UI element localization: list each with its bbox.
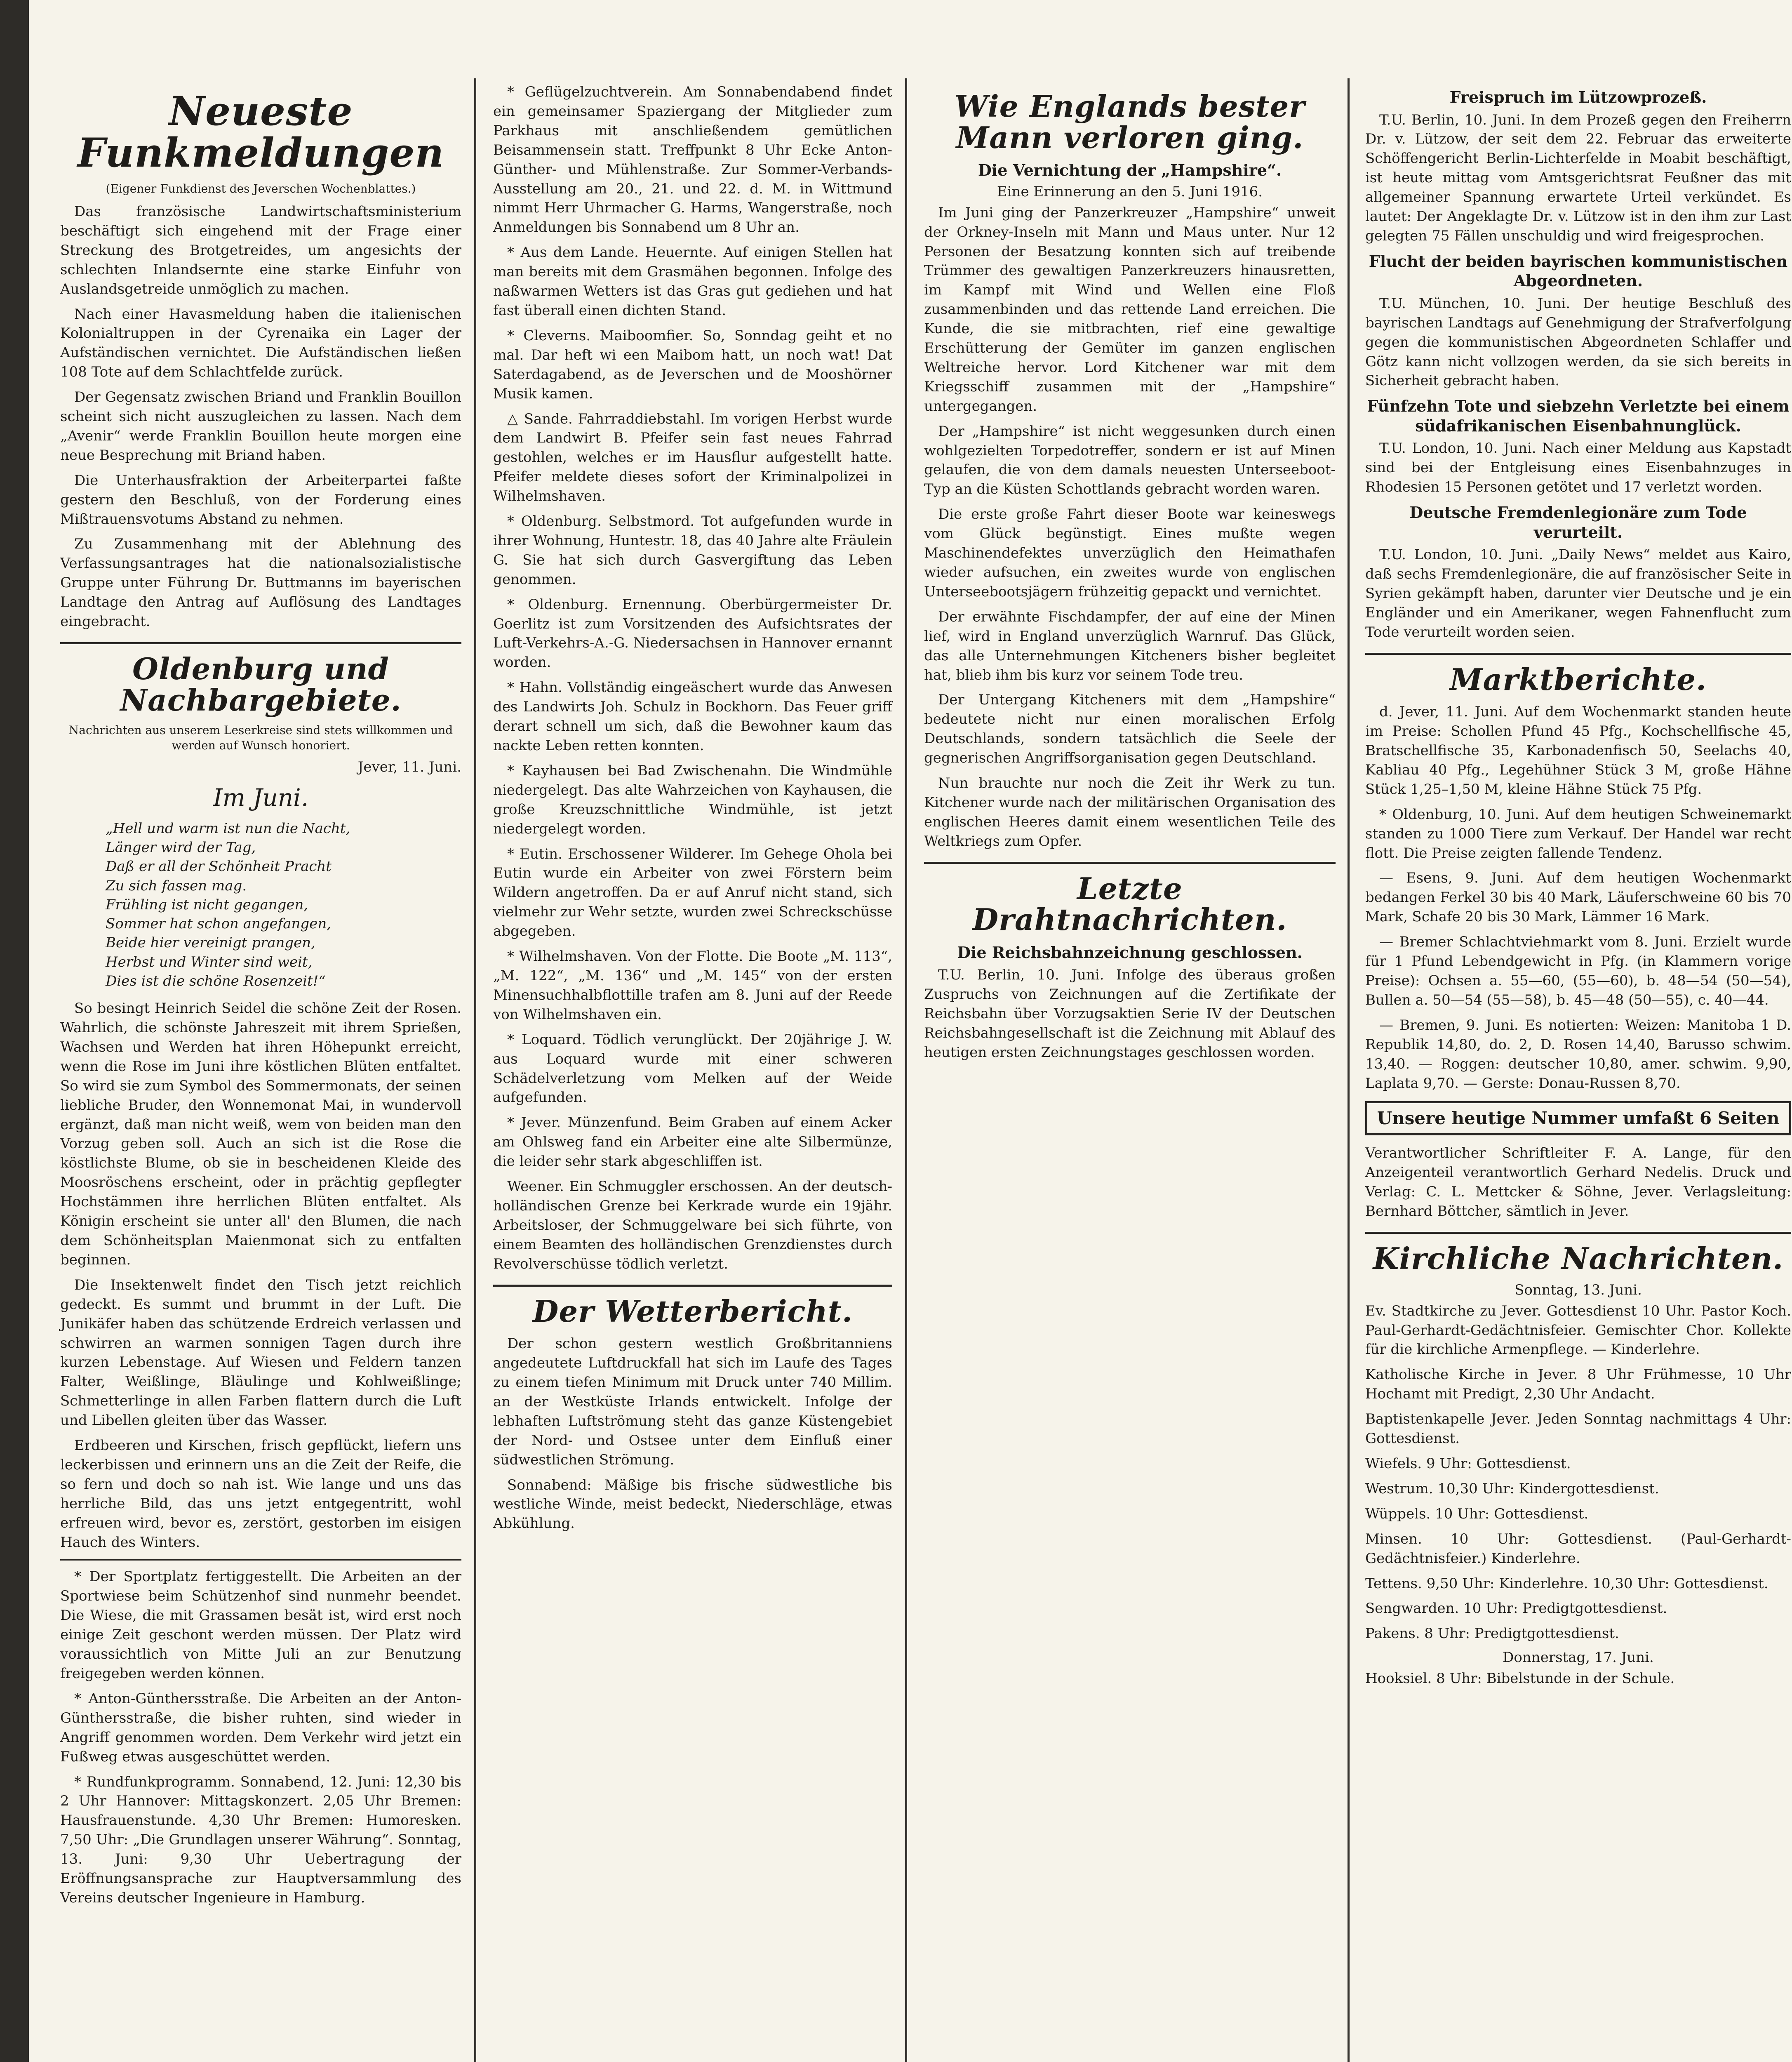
headline-subtitle: (Eigener Funkdienst des Jeverschen Wochenblattes.) bbox=[106, 181, 416, 195]
divider bbox=[60, 642, 461, 644]
divider bbox=[60, 1559, 461, 1561]
local-item: * Anton-Günthersstraße. Die Arbeiten an der Anton-Günthersstraße, die bisher ruhten, sind wieder in Angriff genommen worden. Dem Verkehr wird jetzt ein Fußweg etwas ausgeschüttet werden. bbox=[60, 1690, 461, 1765]
column-4 bbox=[1355, 82, 1792, 2062]
headline-weather: Der Wetterbericht. bbox=[532, 1293, 853, 1329]
market-item: d. Jever, 11. Juni. Auf dem Wochenmarkt standen heute im Preise: Schollen Pfund 45 Pfg., Kochschellfische 45, Bratschellfische 35, Karbonadenfisch 50, Seelachs 40, Kabliau 40 Pfg., Legehühner Stück 3 M, große Hähne Stück 1,25–1,50 M, kleine Hähne Stück 75 Pfg. bbox=[1365, 704, 1791, 798]
news-item: Der Gegensatz zwischen Briand und Franklin Bouillon scheint sich nicht auszugleichen zu lassen. Nach dem „Avenir“ werde Franklin Bouillon heute morgen eine neue Besprechung mit Briand haben. bbox=[60, 389, 461, 464]
news-item: T.U. Berlin, 10. Juni. In dem Prozeß gegen den Freiherrn Dr. v. Lützow, der seit dem 22. Februar das erweiterte Schöffengericht Berlin-Lichterfelde in Moabit beschäftigt, ist heute mittag vom Amtsgerichtsrat Feußner das mit allgemeiner Spannung erwartete Urteil verkündet. Es lautet: Der Angeklagte Dr. v. Lützow ist in den ihm zur Last gelegten 75 Fällen unschuldig und wird freigesprochen. bbox=[1365, 111, 1791, 244]
local-item: * Jever. Münzenfund. Beim Graben auf einem Acker am Ohlsweg fand ein Arbeiter eine alte Silbermünze, die leider sehr stark abgeschliffen ist. bbox=[493, 1114, 892, 1170]
headline-last-news: Letzte Drahtnachrichten. bbox=[972, 871, 1287, 937]
news-item: Das französische Landwirtschaftsministerium beschäftigt sich eingehend mit der Frage einer Streckung des Brotgetreides, um angesichts der schlechten Inlandsernte eine starke Einfuhr von Auslandsgetreide unmöglich zu machen. bbox=[60, 203, 461, 297]
article-paragraph: Der erwähnte Fischdampfer, der auf eine der Minen lief, wird in England unverzüglich Warnruf. Das Glück, das alle Unternehmungen Kitcheners bisher begleitet hat, blieb ihm bis kurz vor seinem Tode treu. bbox=[924, 608, 1336, 683]
news-item: Die Unterhausfraktion der Arbeiterpartei faßte gestern den Beschluß, von der Forderung eines Mißtrauensvotums Abstand zu nehmen. bbox=[60, 472, 461, 527]
news-item: T.U. London, 10. Juni. Nach einer Meldung aus Kapstadt sind bei der Entgleisung eines Eisenbahnzuges in Rhodesien 15 Personen getötet und 17 verletzt worden. bbox=[1365, 440, 1791, 496]
poem: „Hell und warm ist nun die Nacht, Länger wird der Tag, Daß er all der Schönheit Pracht Zu sich fassen mag. Frühling ist nicht gegangen, Sommer hat schon angefangen, Beide hier vereinigt prangen, Herbst und Winter sind weit, Dies ist die schöne Rosenzeit!“ bbox=[106, 820, 350, 989]
headline-church: Kirchliche Nachrichten. bbox=[1373, 1241, 1784, 1276]
poem-title: Im Juni. bbox=[213, 783, 309, 812]
imprint: Verantwortlicher Schriftleiter F. A. Lange, für den Anzeigenteil verantwortlich Gerhard Nedelis. Druck und Verlag: C. L. Mettcker & Söhne, Jever. Verlagsleitung: Bernhard Böttcher, sämtlich in Jever. bbox=[1365, 1145, 1791, 1220]
church-item: Pakens. 8 Uhr: Predigtgottesdienst. bbox=[1365, 1625, 1619, 1642]
article-paragraph: Die Insektenwelt findet den Tisch jetzt reichlich gedeckt. Es summt und brummt in der Luft. Die Junikäfer haben das schützende Erdreich verlassen und schwirren an warmen sonnigen Tagen durch ihre kurzen Lebenstage. Auf Wiesen und Feldern tanzen Falter, Weißlinge, Bläulinge und Kohlweißlinge; Schmetterlinge in allen Farben flattern durch die Luft und Libellen gleiten über das Wasser. bbox=[60, 1276, 461, 1429]
news-headline: Deutsche Fremdenlegionäre zum Tode verurteilt. bbox=[1409, 503, 1747, 541]
news-headline: Freispruch im Lützowprozeß. bbox=[1449, 88, 1707, 106]
church-item: Minsen. 10 Uhr: Gottesdienst. (Paul-Gerhardt-Gedächtnisfeier.) Kinderlehre. bbox=[1365, 1530, 1791, 1567]
local-item: * Cleverns. Maiboomfier. So, Sonndag geiht et no mal. Dar heft wi een Maibom hatt, un noch wat! Dat Saterdagabend, as de Jeverschen und de Mooshörner Musik kamen. bbox=[493, 327, 892, 402]
church-item: Tettens. 9,50 Uhr: Kinderlehre. 10,30 Uhr: Gottesdienst. bbox=[1365, 1575, 1768, 1592]
section-note: Nachrichten aus unserem Leserkreise sind stets willkommen und werden auf Wunsch honoriert. bbox=[68, 723, 453, 752]
church-item: Westrum. 10,30 Uhr: Kindergottesdienst. bbox=[1365, 1480, 1659, 1497]
article-intro: Eine Erinnerung an den 5. Juni 1916. bbox=[997, 183, 1263, 200]
article-paragraph: Im Juni ging der Panzerkreuzer „Hampshire“ unweit der Orkney-Inseln mit Mann und Maus unter. Nur 12 Personen der Besatzung konnten sich auf treibende Trümmer des gewaltigen Panzerkreuzers hinausretten, im Kampf mit Wind und Wellen eine Floß zusammenbinden und das rettende Land erreichen. Die Kunde, die sie mitbrachten, rief eine gewaltige Erschütterung der Gemüter im ganzen englischen Weltreiche hervor. Lord Kitchener war mit dem Kriegsschiff zusammen mit der „Hampshire“ untergegangen. bbox=[924, 204, 1336, 414]
church-item: Wiefels. 9 Uhr: Gottesdienst. bbox=[1365, 1455, 1571, 1472]
market-item: — Bremen, 9. Juni. Es notierten: Weizen: Manitoba 1 D. Republik 14,80, do. 2, D. Rosen 14,40, Barusso schwim. 13,40. — Roggen: deutscher 10,80, amer. schwim. 9,90, Laplata 9,70. — Gerste: Donau-Russen 8,70. bbox=[1365, 1017, 1791, 1092]
article-paragraph: T.U. Berlin, 10. Juni. Infolge des überaus großen Zuspruchs von Zeichnungen auf die Zertifikate der Reichsbahn über Vorzugsaktien Serie IV der Deutschen Reichsbahngesellschaft ist die Zeichnung mit Ablauf des heutigen ersten Zeichnungstages geschlossen worden. bbox=[924, 967, 1336, 1061]
weather-text: Der schon gestern westlich Großbritanniens angedeutete Luftdruckfall hat sich im Laufe des Tages zu einem tiefen Minimum mit Druck unter 740 Millim. an der Westküste Irlands entwickelt. Infolge der lebhaften Luftströmung steht das ganze Küstengebiet der Nord- und Ostsee unter dem Einfluß einer südwestlichen Strömung. bbox=[493, 1335, 892, 1468]
news-headline: Fünfzehn Tote und siebzehn Verletzte bei einem südafrikanischen Eisenbahnunglück. bbox=[1367, 397, 1790, 435]
local-item: * Kayhausen bei Bad Zwischenahn. Die Windmühle niedergelegt. Das alte Wahrzeichen von Kayhausen, die große Kreuzschnittliche Windmühle, ist jetzt niedergelegt worden. bbox=[493, 762, 892, 837]
church-item: Katholische Kirche in Jever. 8 Uhr Frühmesse, 10 Uhr Hochamt mit Predigt, 2,30 Uhr Andacht. bbox=[1365, 1366, 1791, 1403]
headline-oldenburg: Oldenburg und Nachbargebiete. bbox=[120, 651, 402, 718]
church-item: Wüppels. 10 Uhr: Gottesdienst. bbox=[1365, 1505, 1589, 1522]
dateline: Jever, 11. Juni. bbox=[357, 758, 461, 775]
article-paragraph: Die erste große Fahrt dieser Boote war keineswegs vom Glück begünstigt. Eines mußte wegen Maschinendefektes unverzüglich den Heimathafen wieder aufsuchen, ein zweites wurde von englischen Unterseebootsjägern frühzeitig gepackt und vernichtet. bbox=[924, 506, 1336, 600]
divider bbox=[493, 1285, 892, 1287]
article-paragraph: Nun brauchte nur noch die Zeit ihr Werk zu tun. Kitchener wurde nach der militärischen Organisation des englischen Heeres damit einem wesentlichen Teile des Weltkriegs zum Opfer. bbox=[924, 775, 1336, 850]
column-3 bbox=[913, 82, 1346, 2062]
local-item: Weener. Ein Schmuggler erschossen. An der deutsch-holländischen Grenze bei Kerkrade wurde ein 19jähr. Arbeitsloser, der Schmuggelware bei sich führte, von einem Beamten des holländischen Grenzdienstes durch Revolverschüsse tödlich verletzt. bbox=[493, 1178, 892, 1272]
local-item: * Der Sportplatz fertiggestellt. Die Arbeiten an der Sportwiese beim Schützenhof sind nunmehr beendet. Die Wiese, die mit Grassamen besät ist, wird erst noch einige Zeit geschont werden müssen. Der Platz wird voraussichtlich von Mitte Juli an zur Benutzung freigegeben werden können. bbox=[60, 1568, 461, 1682]
local-item: * Loquard. Tödlich verunglückt. Der 20jährige J. W. aus Loquard wurde mit einer schweren Schädelverletzung vom Melken auf der Weide aufgefunden. bbox=[493, 1031, 892, 1106]
news-headline: Flucht der beiden bayrischen kommunistischen Abgeordneten. bbox=[1369, 252, 1788, 290]
article-paragraph: Der „Hampshire“ ist nicht weggesunken durch einen wohlgezielten Torpedotreffer, sondern er ist auf Minen gelaufen, die von dem damals neuesten Unterseeboot-Typ an die Küsten Schottlands gebracht worden waren. bbox=[924, 423, 1336, 498]
article-subtitle: Die Vernichtung der „Hampshire“. bbox=[978, 161, 1282, 180]
local-item: * Rundfunkprogramm. Sonnabend, 12. Juni: 12,30 bis 2 Uhr Hannover: Mittagskonzert. 2,05 Uhr Bremen: Hausfrauenstunde. 4,30 Uhr Bremen: Humoresken. 7,50 Uhr: „Die Grundlagen unserer Währung“. Sonntag, 13. Juni: 9,30 Uhr Uebertragung der Eröffnungsansprache zur Hauptversammlung des Vereins deutscher Ingenieure in Hamburg. bbox=[60, 1773, 461, 1906]
headline-funkmeldungen: Neueste Funkmeldungen bbox=[77, 88, 444, 176]
column-2 bbox=[482, 82, 903, 2062]
church-item: Baptistenkapelle Jever. Jeden Sonntag nachmittags 4 Uhr: Gottesdienst. bbox=[1365, 1411, 1791, 1447]
market-item: — Bremer Schlachtviehmarkt vom 8. Juni. Erzielt wurde für 1 Pfund Lebendgewicht in Pfg. (in Klammern vorige Preise): Ochsen a. 55—60, (55—60), b. 48—54 (50—54), Bullen a. 50—54 (55—58), b. 45—48 (50—55), c. 40—44. bbox=[1365, 934, 1791, 1008]
local-item: * Hahn. Vollständig eingeäschert wurde das Anwesen des Landwirts Joh. Schulz in Bockhorn. Das Feuer griff derart schnell um sich, daß die Bewohner kaum das nackte Leben retten konnten. bbox=[493, 679, 892, 754]
news-item: T.U. London, 10. Juni. „Daily News“ meldet aus Kairo, daß sechs Fremdenlegionäre, die auf französischer Seite in Syrien gekämpft haben, darunter vier Deutsche und je ein Engländer und ein Amerikaner, wegen Fahnenflucht zum Tode verurteilt worden seien. bbox=[1365, 546, 1791, 640]
column-rule bbox=[474, 78, 476, 2062]
article-paragraph: Der Untergang Kitcheners mit dem „Hampshire“ bedeutete nicht nur einen moralischen Erfolg Deutschlands, sondern tatsächlich die Seele der gegnerischen Angriffsorganisation gegen Deutschland. bbox=[924, 692, 1336, 767]
article-subtitle: Die Reichsbahnzeichnung geschlossen. bbox=[957, 943, 1303, 962]
church-item: Sengwarden. 10 Uhr: Predigtgottesdienst. bbox=[1365, 1600, 1667, 1617]
market-item: * Oldenburg, 10. Juni. Auf dem heutigen Schweinemarkt standen zu 1000 Tiere zum Verkauf. Der Handel war recht flott. Die Preise zeigten fallende Tendenz. bbox=[1365, 806, 1791, 862]
church-date: Sonntag, 13. Juni. bbox=[1514, 1281, 1642, 1298]
local-item: * Oldenburg. Ernennung. Oberbürgermeister Dr. Goerlitz ist zum Vorsitzenden des Aufsichtsrates der Luft-Verkehrs-A.-G. Niedersachsen in Hannover ernannt worden. bbox=[493, 596, 892, 671]
local-item: △ Sande. Fahrraddiebstahl. Im vorigen Herbst wurde dem Landwirt B. Pfeifer sein fast neues Fahrrad gestohlen, welches er im Hausflur aufgestellt hatte. Pfeifer meldete dieses sofort der Kriminalpolizei in Wilhelmshaven. bbox=[493, 410, 892, 505]
article-paragraph: Erdbeeren und Kirschen, frisch gepflückt, liefern uns leckerbissen und erinnern uns an die Zeit der Reife, die so fern und doch so nah ist. Wie lange und uns das herrliche Bild, das uns jetzt entgegentritt, wohl erfreuen wird, bevor es, zerstört, gestorben im eisigen Hauch des Winters. bbox=[60, 1437, 461, 1551]
news-item: Nach einer Havasmeldung haben die italienischen Kolonialtruppen in der Cyrenaika ein Lager der Aufständischen vernichtet. Die Aufständischen ließen 108 Tote auf dem Schlachtfelde zurück. bbox=[60, 306, 461, 381]
market-item: — Esens, 9. Juni. Auf dem heutigen Wochenmarkt bedangen Ferkel 30 bis 40 Mark, Läuferschweine 60 bis 70 Mark, Schafe 20 bis 30 Mark, Lämmer 16 Mark. bbox=[1365, 870, 1791, 925]
column-rule bbox=[1348, 78, 1350, 2062]
news-item: Zu Zusammenhang mit der Ablehnung des Verfassungsantrages hat die nationalsozialistische Gruppe unter Führung Dr. Buttmanns im bayerischen Landtage den Antrag auf Auflösung des Landtages eingebracht. bbox=[60, 536, 461, 630]
article-paragraph: So besingt Heinrich Seidel die schöne Zeit der Rosen. Wahrlich, die schönste Jahreszeit mit ihrem Sprießen, Wachsen und Werden hat ihren Höhepunkt erreicht, wenn die Rose im Juni ihre köstlichen Blüten entfaltet. So wird sie zum Symbol des Sommermonats, der seinen liebliche Bruder, den Wonnemonat Mai, in wundervoll ergänzt, daß man nicht weiß, wem von beiden man den Vorzug geben soll. Auch an sich ist die Rose die köstlichste Blume, ob sie in bescheidenen Kleide des Moosröschens erscheint, oder in prächtig gepflegter Hochstämmen ihre herrlichen Blüten entfaltet. Als Königin erscheint sie unter all' den Blumen, die nach dem Schönheitsplan Maienmonat sich zu entfalten beginnen. bbox=[60, 1000, 461, 1268]
weather-forecast: Sonnabend: Mäßige bis frische südwestliche bis westliche Winde, meist bedeckt, Niederschläge, etwas Abkühlung. bbox=[493, 1476, 892, 1532]
church-item: Hooksiel. 8 Uhr: Bibelstunde in der Schule. bbox=[1365, 1670, 1675, 1687]
local-item: * Eutin. Erschossener Wilderer. Im Gehege Ohola bei Eutin wurde ein Arbeiter von zwei Förstern beim Wildern angetroffen. Da er auf Anruf nicht stand, sich vielmehr zur Wehr setzte, wurden zwei Schreckschüsse abgegeben. bbox=[493, 845, 892, 940]
column-rule bbox=[905, 78, 907, 2062]
column-1 bbox=[49, 82, 472, 2062]
news-item: T.U. München, 10. Juni. Der heutige Beschluß des bayrischen Landtags auf Genehmigung der Strafverfolgung gegen die kommunistischen Abgeordneten Schlaffer und Götz kann nicht vollzogen werden, da sie sich bereits in Sicherheit gebracht haben. bbox=[1365, 295, 1791, 389]
issue-pages-box: Unsere heutige Nummer umfaßt 6 Seiten bbox=[1365, 1101, 1791, 1135]
divider bbox=[924, 862, 1336, 864]
church-item: Ev. Stadtkirche zu Jever. Gottesdienst 10 Uhr. Pastor Koch. Paul-Gerhardt-Gedächtnisfeier. Gemischter Chor. Kollekte für die kirchliche Armenpflege. — Kinderlehre. bbox=[1365, 1302, 1791, 1358]
local-item: * Wilhelmshaven. Von der Flotte. Die Boote „M. 113“, „M. 122“, „M. 136“ und „M. 145“ von der ersten Minensuchhalbflottille trafen am 8. Juni auf der Reede von Wilhelmshaven ein. bbox=[493, 948, 892, 1023]
church-date: Donnerstag, 17. Juni. bbox=[1503, 1649, 1654, 1666]
local-item: * Oldenburg. Selbstmord. Tot aufgefunden wurde in ihrer Wohnung, Huntestr. 18, das 40 Jahre alte Fräulein G. Sie hat sich durch Gasvergiftung das Leben genommen. bbox=[493, 513, 892, 588]
local-item: * Aus dem Lande. Heuernte. Auf einigen Stellen hat man bereits mit dem Grasmähen begonnen. Infolge des naßwarmen Wetters ist das Gras gut gediehen und hat fast überall einen dichten Stand. bbox=[493, 244, 892, 319]
headline-market: Marktberichte. bbox=[1449, 661, 1707, 697]
divider bbox=[1365, 1232, 1791, 1234]
local-item: * Geflügelzuchtverein. Am Sonnabendabend findet ein gemeinsamer Spaziergang der Mitglieder zum Parkhaus mit anschließendem gemütlichen Beisammensein statt. Treffpunkt 8 Uhr Ecke Anton-Günther- und Mühlenstraße. Zur Sommer-Verbands-Ausstellung am 20., 21. und 22. d. M. in Wittmund nimmt Herr Uhrmacher G. Harms, Wangerstraße, noch Anmeldungen bis Sonnabend um 8 Uhr an. bbox=[493, 84, 892, 236]
divider bbox=[1365, 653, 1791, 655]
headline-kitchener: Wie Englands bester Mann verloren ging. bbox=[954, 89, 1305, 155]
